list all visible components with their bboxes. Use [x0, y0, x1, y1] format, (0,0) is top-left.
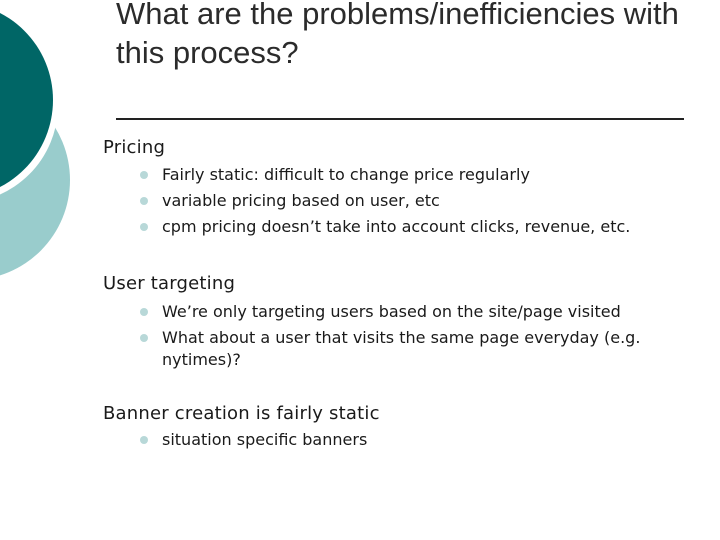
decorative-circles — [0, 0, 120, 300]
bullet-list — [103, 162, 630, 240]
section-heading: Pricing — [103, 137, 166, 158]
bullet-text: cpm pricing doesn’t take into account clicks, revenue, etc. — [162, 217, 631, 236]
section-heading: User targeting — [103, 273, 236, 294]
bullet-list — [103, 299, 682, 371]
bullet-text: variable pricing based on user, etc — [162, 191, 440, 210]
list-item — [103, 299, 682, 325]
bullet-list — [103, 427, 380, 453]
section-user-targeting — [103, 272, 682, 371]
list-item — [103, 214, 630, 240]
title-underline — [116, 118, 684, 120]
bullet-icon — [140, 223, 148, 231]
bullet-text: situation specific banners — [162, 430, 368, 449]
bullet-icon — [140, 308, 148, 316]
list-item — [103, 162, 630, 188]
section-banner-creation — [103, 402, 380, 453]
bullet-icon — [140, 171, 148, 179]
section-heading: Banner creation is fairly static — [103, 403, 380, 424]
bullet-text: What about a user that visits the same page everyday (e.g. nytimes)? — [162, 328, 641, 369]
list-item — [103, 427, 380, 453]
list-item — [103, 325, 682, 371]
bullet-icon — [140, 334, 148, 342]
list-item — [103, 188, 630, 214]
bullet-text: Fairly static: difficult to change price regularly — [162, 165, 530, 184]
bullet-text: We’re only targeting users based on the site/page visited — [162, 302, 621, 321]
bullet-icon — [140, 197, 148, 205]
slide-title: What are the problems/inefficiencies with this process? — [116, 0, 679, 70]
section-pricing — [103, 136, 630, 240]
bullet-icon — [140, 436, 148, 444]
